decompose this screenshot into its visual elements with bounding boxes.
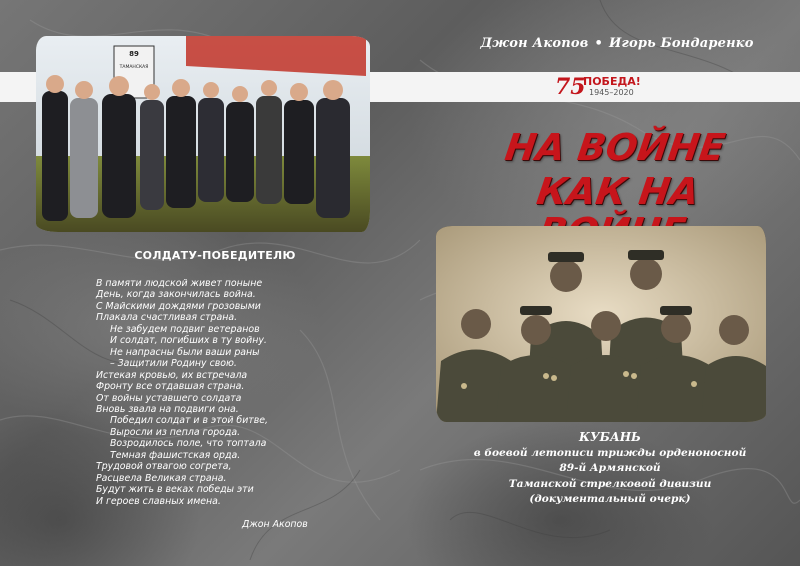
title-line-2: КАК НА [534, 170, 702, 213]
poem-line: Темная фашистская орда. [110, 449, 241, 461]
poem-author: Джон Акопов [242, 519, 308, 530]
poem-line: От войны уставшего солдата [96, 392, 242, 404]
poem-line: Возродилось поле, что топтала [110, 438, 267, 450]
wartime-soldiers-photo [436, 226, 766, 422]
title-line-1: НА ВОЙНЕ [502, 126, 728, 169]
poem-line: Расцвела Великая страна. [96, 472, 227, 484]
poem-line: Победил солдат и в этой битве, [110, 415, 269, 427]
poem-line: Плакала счастливая страна. [96, 312, 238, 324]
sign-text: ТАМАНСКАЯ [119, 65, 149, 70]
victory-word: ПОБЕДА! [583, 75, 641, 88]
poem-text [96, 278, 366, 507]
subtitle-line: Таманской стрелковой дивизии [508, 477, 712, 490]
victory-75-logo [555, 74, 655, 100]
book-subtitle [445, 430, 775, 508]
author-separator: • [594, 36, 603, 51]
author-2: Игорь Бондаренко [608, 36, 754, 51]
poem-line: И героев славных имена. [96, 495, 221, 507]
poem-line: И солдат, погибших в ту войну. [110, 335, 267, 347]
subtitle-line: КУБАНЬ [579, 430, 641, 444]
poem-line: Не забудем подвиг ветеранов [110, 323, 260, 335]
victory-number: 75 [555, 74, 586, 100]
victory-years: 1945–2020 [589, 88, 634, 97]
poem-line: Фронту все отдавшая страна. [96, 381, 245, 393]
poem-line: Выросли из пепла города. [110, 426, 241, 438]
poem-line: В памяти людской живет поныне [96, 278, 263, 289]
poem-line: – Защитили Родину свою. [110, 358, 237, 370]
poem-line: Не напрасны были ваши раны [110, 346, 260, 358]
subtitle-line: 89-й Армянской [559, 462, 661, 475]
poem-heading: СОЛДАТУ-ПОБЕДИТЕЛЮ [134, 249, 296, 262]
sign-number: 89 [129, 50, 139, 58]
subtitle-line: (документальный очерк) [529, 493, 691, 506]
poem-line: Вновь звала на подвиги она. [96, 403, 239, 415]
subtitle-line: в боевой летописи трижды орденоносной [473, 446, 747, 459]
poem-line: День, когда закончилась война. [96, 289, 256, 301]
veterans-rally-photo [36, 36, 370, 232]
poem-line: С Майскими дождями грозовыми [96, 300, 261, 312]
poem-line: Трудовой отвагою согрета, [96, 461, 232, 473]
poem-line: Будут жить в веках победы эти [96, 484, 254, 496]
poem-line: Истекая кровью, их встречала [96, 369, 248, 381]
author-1: Джон Акопов [480, 36, 589, 51]
authors-line [452, 36, 782, 51]
